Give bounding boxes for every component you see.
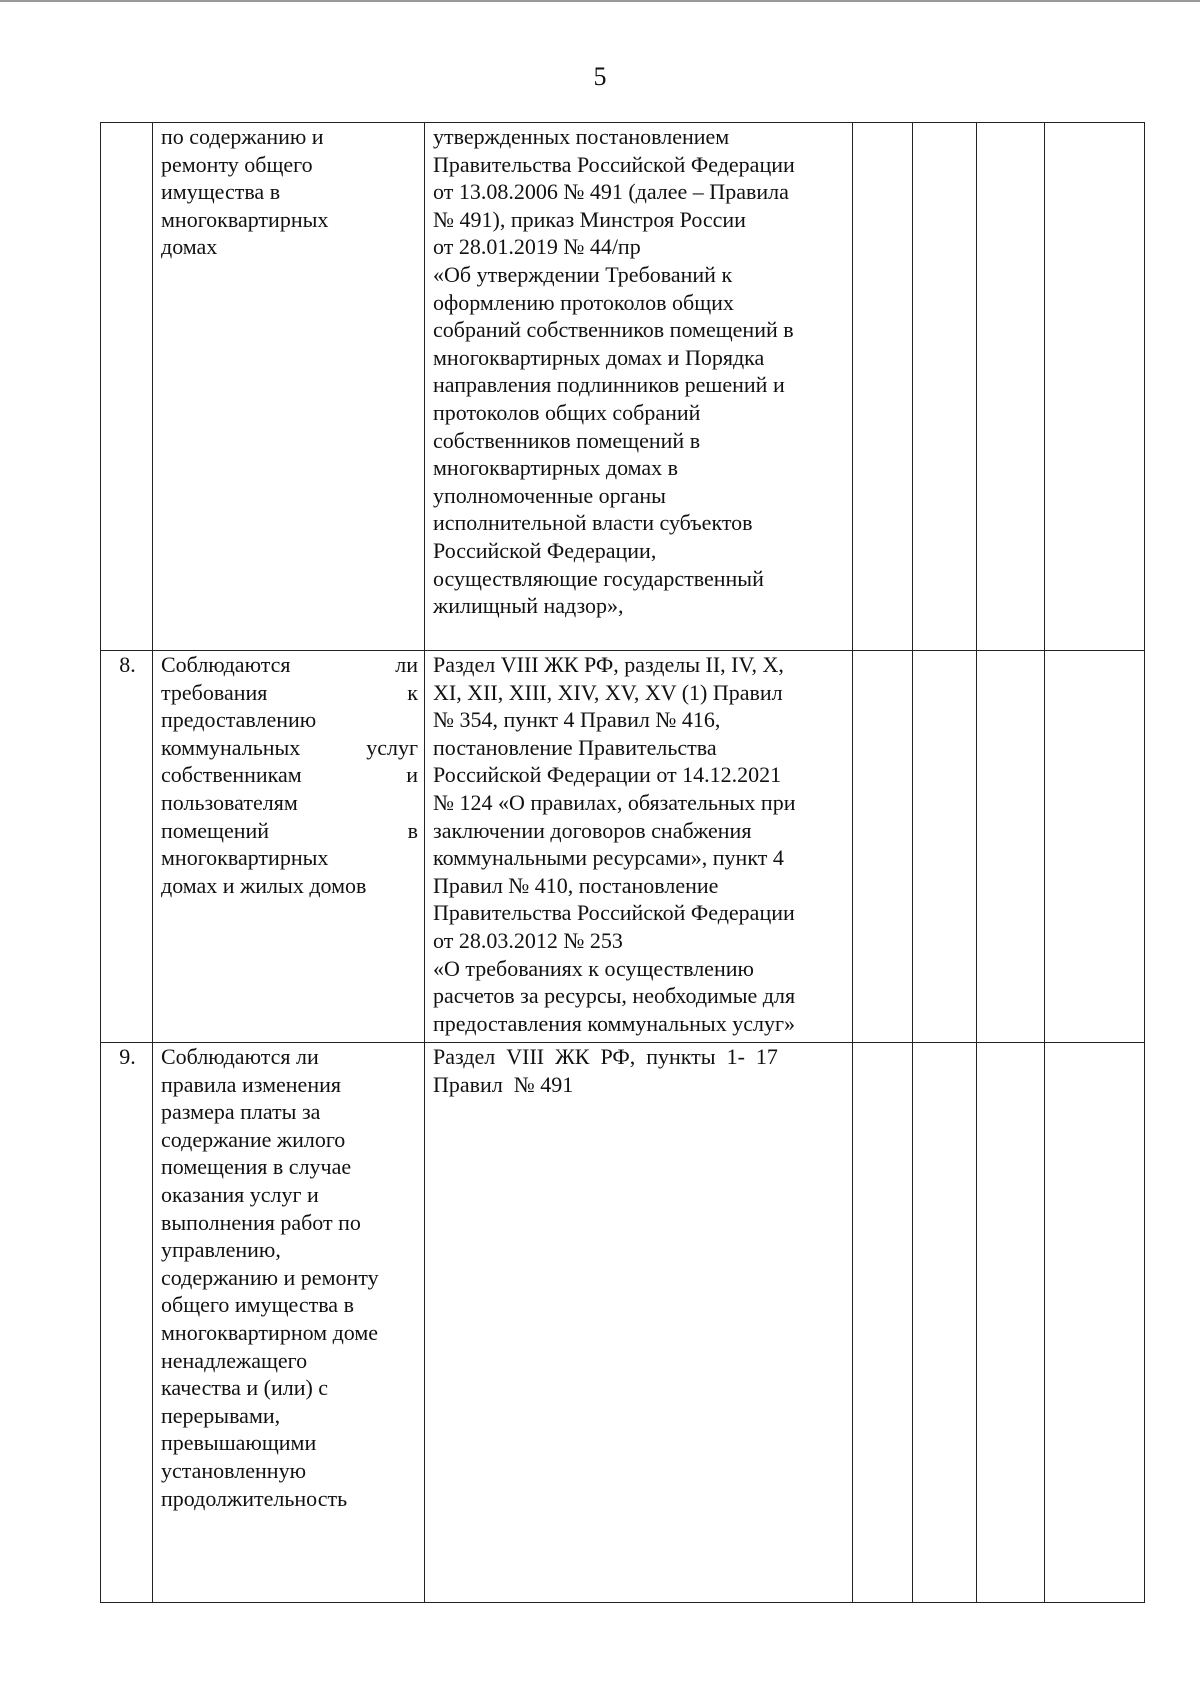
text-line: осуществляющие государственный (433, 565, 764, 591)
text-line: многоквартирных домах и Порядка (433, 344, 765, 370)
text-line: исполнительной власти субъектов (433, 510, 753, 536)
text-line: заключении договоров снабжения (433, 817, 752, 843)
text-line: Правил № 491 (433, 1071, 574, 1097)
row-number: 8. (101, 651, 153, 1043)
answer-cell-no[interactable] (913, 651, 977, 1043)
text-line: «О требованиях к осуществлению (433, 955, 754, 981)
text-line: помещения в случае (161, 1154, 352, 1180)
text-line: коммунальными ресурсами», пункт 4 (433, 845, 784, 871)
text-line: выполнения работ по (161, 1209, 361, 1235)
text-line: предоставления коммунальных услуг» (433, 1010, 795, 1036)
table-row (101, 1043, 1145, 1603)
text-line: перерывами, (161, 1402, 281, 1428)
answer-cell-no[interactable] (913, 1043, 977, 1603)
text-line: Соблюдаются ли (161, 1044, 319, 1069)
text-line: расчетов за ресурсы, необходимые для (433, 983, 796, 1009)
text-line: многоквартирных домах в (433, 455, 679, 481)
text-line: пользователям (161, 789, 298, 815)
text-line: оказания услуг и (161, 1181, 319, 1207)
text-line: собственников помещений в (433, 427, 701, 453)
text-line: имущества в (161, 179, 281, 205)
question-cell (153, 1043, 425, 1603)
text-line: Правил № 410, постановление (433, 872, 719, 898)
text-line: протоколов общих собраний (433, 399, 701, 425)
text-line: качества и (или) с (161, 1375, 329, 1401)
text-line: уполномоченные органы (433, 482, 666, 508)
answer-cell-yes[interactable] (853, 123, 913, 651)
text-line: № 354, пункт 4 Правил № 416, (433, 707, 721, 733)
table-row (101, 651, 1145, 1043)
text-line: управлению, (161, 1237, 281, 1263)
text-line: содержанию и ремонту (161, 1264, 379, 1290)
text-line: Российской Федерации от 14.12.2021 (433, 762, 782, 788)
answer-cell-yes[interactable] (853, 651, 913, 1043)
page-number: 5 (593, 62, 607, 91)
text-line: Правительства Российской Федерации (433, 151, 795, 177)
text-line: размера платы за (161, 1099, 321, 1125)
text-line: постановление Правительства (433, 734, 717, 760)
text-line: собственникам и (161, 762, 418, 788)
text-line: направления подлинников решений и (433, 372, 785, 398)
text-line: Раздел VIII ЖК РФ, пункты 1- 17 (433, 1044, 778, 1069)
question-cell (153, 123, 425, 651)
note-cell[interactable] (1045, 651, 1145, 1043)
row-number (101, 123, 153, 651)
text-line: по содержанию и (161, 124, 324, 149)
basis-cell (425, 1043, 853, 1603)
text-line: содержание жилого (161, 1126, 346, 1152)
text-line: многоквартирных (161, 206, 329, 232)
requirements-table (100, 122, 1145, 1603)
text-line: общего имущества в (161, 1292, 354, 1318)
text-line: жилищный надзор», (433, 593, 624, 619)
text-line: правила изменения (161, 1071, 341, 1097)
text-line: XI, XII, XIII, XIV, XV, XV (1) Правил (433, 679, 783, 705)
text-line: «Об утверждении Требований к (433, 261, 733, 287)
text-line: Соблюдаются ли (161, 652, 418, 677)
text-line: Правительства Российской Федерации (433, 900, 795, 926)
answer-cell-na[interactable] (977, 651, 1045, 1043)
text-line: от 28.03.2012 № 253 (433, 927, 623, 953)
text-line: ремонту общего (161, 151, 313, 177)
top-border-line (0, 0, 1200, 2)
text-line: № 124 «О правилах, обязательных при (433, 789, 796, 815)
basis-cell (425, 123, 853, 651)
note-cell[interactable] (1045, 1043, 1145, 1603)
text-line: собраний собственников помещений в (433, 317, 794, 343)
text-line: утвержденных постановлением (433, 124, 730, 149)
text-line: домах (161, 234, 218, 260)
row-number: 9. (101, 1043, 153, 1603)
text-line: многоквартирном доме (161, 1319, 379, 1345)
text-line: предоставлению (161, 707, 317, 733)
text-line: Российской Федерации, (433, 537, 657, 563)
text-line: помещений в (161, 817, 418, 843)
text-line: превышающими (161, 1430, 317, 1456)
text-line: продолжительность (161, 1485, 348, 1511)
text-line: многоквартирных (161, 845, 329, 871)
answer-cell-yes[interactable] (853, 1043, 913, 1603)
text-line: установленную (161, 1457, 307, 1483)
note-cell[interactable] (1045, 123, 1145, 651)
answer-cell-na[interactable] (977, 1043, 1045, 1603)
text-line: от 28.01.2019 № 44/пр (433, 234, 641, 260)
answer-cell-na[interactable] (977, 123, 1045, 651)
text-line: домах и жилых домов (161, 872, 367, 898)
table-row (101, 123, 1145, 651)
text-line: Раздел VIII ЖК РФ, разделы II, IV, X, (433, 652, 784, 677)
question-cell (153, 651, 425, 1043)
basis-cell (425, 651, 853, 1043)
text-line: коммунальных услуг (161, 734, 418, 760)
text-line: ненадлежащего (161, 1347, 308, 1373)
answer-cell-no[interactable] (913, 123, 977, 651)
text-line: требования к (161, 679, 418, 705)
text-line: № 491), приказ Минстроя России (433, 206, 746, 232)
text-line: оформлению протоколов общих (433, 289, 734, 315)
text-line: от 13.08.2006 № 491 (далее – Правила (433, 179, 789, 205)
